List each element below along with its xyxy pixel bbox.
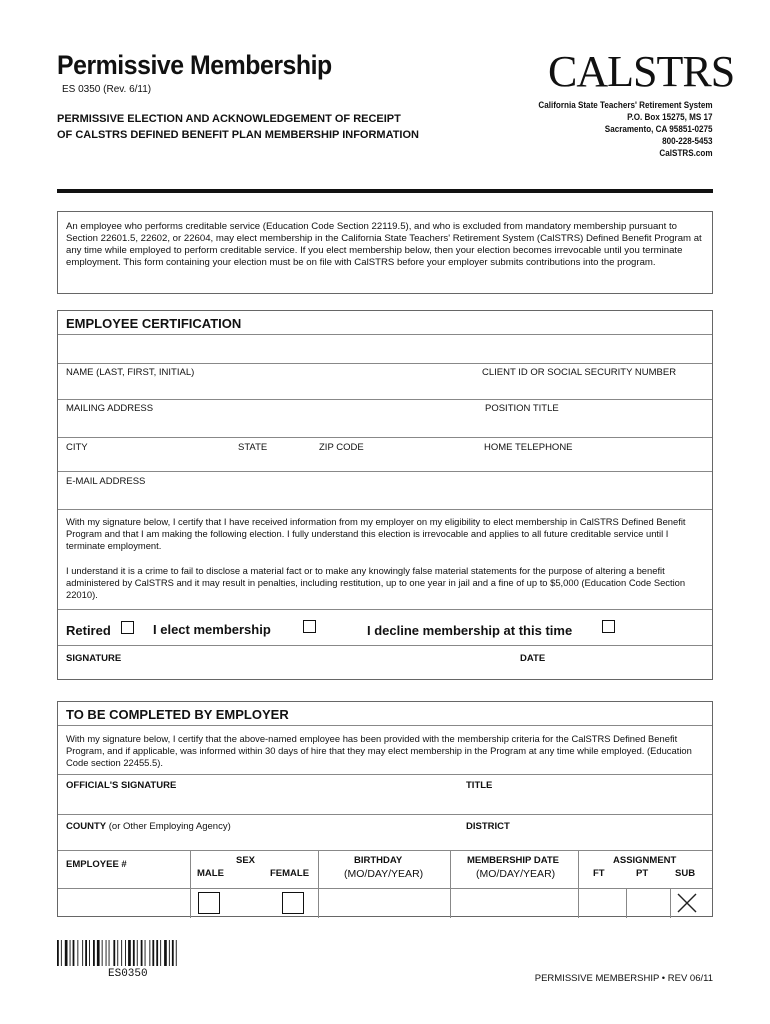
x-mark-icon — [674, 890, 700, 916]
divider — [58, 774, 712, 775]
subtitle-line-2: OF CALSTRS DEFINED BENEFIT PLAN MEMBERSHIP INFORMATION — [57, 129, 419, 141]
district-field[interactable]: DISTRICT — [466, 821, 510, 832]
footer-text: PERMISSIVE MEMBERSHIP • REV 06/11 — [534, 973, 713, 984]
sex-label: SEX — [236, 855, 256, 866]
divider — [58, 363, 712, 364]
address-line-2: Sacramento, CA 95851-0275 — [605, 124, 713, 134]
col-divider — [450, 850, 451, 918]
divider — [58, 399, 712, 400]
subtitle-line-1: PERMISSIVE ELECTION AND ACKNOWLEDGEMENT OF RECEIPT — [57, 113, 401, 125]
mailing-address-field[interactable]: MAILING ADDRESS — [66, 403, 154, 414]
male-checkbox[interactable] — [198, 892, 220, 914]
divider — [58, 645, 712, 646]
divider — [58, 437, 712, 438]
decline-membership-checkbox[interactable] — [602, 620, 615, 633]
ft-label: FT — [593, 868, 605, 879]
position-title-field[interactable]: POSITION TITLE — [485, 403, 559, 414]
page-title: Permissive Membership — [57, 50, 332, 80]
retired-checkbox[interactable] — [121, 621, 134, 634]
birthday-format: (MO/DAY/YEAR) — [344, 868, 424, 880]
elect-membership-label: I elect membership — [153, 622, 271, 637]
divider — [58, 850, 712, 851]
birthday-label: BIRTHDAY — [354, 855, 403, 866]
signature-field[interactable]: SIGNATURE — [66, 653, 122, 664]
employer-section-heading: TO BE COMPLETED BY EMPLOYER — [66, 707, 289, 722]
date-field[interactable]: DATE — [520, 653, 546, 664]
sub-label: SUB — [675, 868, 696, 879]
home-telephone-field[interactable]: HOME TELEPHONE — [484, 442, 573, 453]
divider — [58, 725, 712, 726]
col-divider — [318, 850, 319, 918]
calstrs-logo: CALSTRS — [548, 47, 735, 96]
form-number: ES 0350 (Rev. 6/11) — [62, 84, 152, 95]
employee-number-label: EMPLOYEE # — [66, 859, 127, 870]
county-label: COUNTY — [66, 821, 107, 832]
divider — [58, 471, 712, 472]
county-note: (or Other Employing Agency) — [108, 821, 231, 832]
retired-label: Retired — [66, 623, 111, 638]
name-field[interactable]: NAME (LAST, FIRST, INITIAL) — [66, 367, 195, 378]
col-divider — [578, 850, 579, 918]
city-field[interactable]: CITY — [66, 442, 88, 453]
col-divider — [670, 888, 671, 918]
pt-label: PT — [636, 868, 649, 879]
org-phone: 800-228-5453 — [662, 136, 713, 146]
barcode-number: ES0350 — [108, 968, 148, 980]
col-divider — [190, 850, 191, 918]
org-website: CalSTRS.com — [659, 148, 713, 158]
divider — [58, 334, 712, 335]
client-id-field[interactable]: CLIENT ID OR SOCIAL SECURITY NUMBER — [482, 367, 677, 378]
membership-date-format: (MO/DAY/YEAR) — [476, 868, 556, 880]
assignment-label: ASSIGNMENT — [613, 855, 677, 866]
elect-membership-checkbox[interactable] — [303, 620, 316, 633]
header-divider — [57, 189, 713, 193]
sub-checkbox[interactable] — [674, 890, 700, 916]
email-field[interactable]: E-MAIL ADDRESS — [66, 476, 146, 487]
employer-paragraph: With my signature below, I certify that the above-named employee has been provided with the membership criteria for the CalSTRS Defined Benefit Program, and if applicable, was informed within 30 days of hire that they may elect membership in the Program at any time while employed. (Education Code section 22455.5). — [66, 733, 692, 768]
form-subtitle — [57, 111, 419, 143]
officials-signature-field[interactable]: OFFICIAL'S SIGNATURE — [66, 780, 177, 791]
intro-box — [57, 211, 713, 294]
membership-date-label: MEMBERSHIP DATE — [467, 855, 560, 866]
divider — [58, 888, 712, 889]
certification-paragraph-1: With my signature below, I certify that I have received information from my employer on my eligibility to elect membership in CalSTRS Defined Benefit Program and that I am making the following election. I fully understand this election is irrevocable and applies to all future creditable service until I terminate employment. — [66, 516, 686, 551]
employer-section — [57, 701, 713, 917]
certification-paragraph-2: I understand it is a crime to fail to disclose a material fact or to make any knowingly false material statements for the purpose of altering a benefit administered by CalSTRS and it may result in penalties, including restitution, up to one year in jail and a fine of up to $5,000 (Education Code Section 22010). — [66, 565, 686, 600]
female-checkbox[interactable] — [282, 892, 304, 914]
divider — [58, 814, 712, 815]
female-label: FEMALE — [270, 868, 310, 879]
divider — [58, 609, 712, 610]
barcode-icon — [57, 940, 237, 970]
state-field[interactable]: STATE — [238, 442, 268, 453]
employer-title-field[interactable]: TITLE — [466, 780, 493, 791]
org-name: California State Teachers' Retirement System — [538, 100, 713, 110]
intro-text: An employee who performs creditable service (Education Code Section 22119.5), and who is excluded from mandatory membership pursuant to Section 22601.5, 22602, or 22604, may elect membership in the California State Teachers' Retirement System (CalSTRS) Defined Benefit Program at any time while employed to perform creditable service. If you elect membership below, then your election becomes irrevocable until you terminate employment. This form containing your election must be on file with CalSTRS before your employer submits contributions into the program. — [66, 221, 702, 268]
county-field[interactable] — [66, 821, 231, 832]
employee-certification-section — [57, 310, 713, 680]
male-label: MALE — [197, 868, 224, 879]
org-address-block — [539, 99, 713, 159]
employee-number-field[interactable] — [66, 859, 127, 870]
decline-membership-label: I decline membership at this time — [367, 623, 573, 638]
address-line-1: P.O. Box 15275, MS 17 — [627, 112, 713, 122]
divider — [58, 509, 712, 510]
zip-code-field[interactable]: ZIP CODE — [319, 442, 364, 453]
employee-section-heading: EMPLOYEE CERTIFICATION — [66, 316, 242, 331]
col-divider — [626, 888, 627, 918]
